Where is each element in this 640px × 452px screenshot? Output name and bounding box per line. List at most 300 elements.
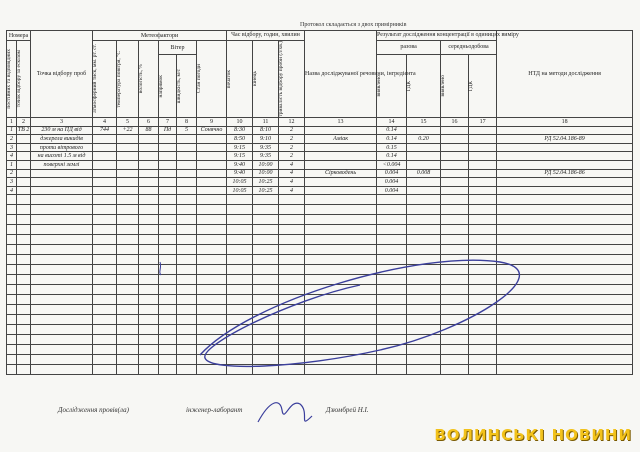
table-cell xyxy=(7,235,17,245)
blank-row xyxy=(7,275,633,285)
table-cell xyxy=(93,325,117,335)
table-cell xyxy=(253,225,279,235)
table-cell xyxy=(253,295,279,305)
table-cell xyxy=(177,295,197,305)
table-cell: Пд xyxy=(159,126,177,135)
header-tochka: Точка відбору проб xyxy=(31,31,93,118)
table-cell xyxy=(441,152,469,161)
table-cell xyxy=(377,245,407,255)
table-cell xyxy=(377,235,407,245)
table-cell xyxy=(7,195,17,205)
table-cell xyxy=(17,245,31,255)
table-cell xyxy=(469,255,497,265)
table-cell: 9:15 xyxy=(227,143,253,152)
table-cell xyxy=(305,225,377,235)
table-cell xyxy=(253,365,279,375)
table-cell xyxy=(139,335,159,345)
table-cell xyxy=(469,225,497,235)
table-cell xyxy=(253,215,279,225)
table-cell xyxy=(17,305,31,315)
table-cell: РД 52.04.186-89 xyxy=(497,135,633,144)
table-cell xyxy=(31,365,93,375)
table-cell xyxy=(279,315,305,325)
table-cell xyxy=(93,178,117,187)
table-cell xyxy=(139,275,159,285)
table-cell: джерела викидів xyxy=(31,135,93,144)
table-cell xyxy=(31,195,93,205)
table-cell xyxy=(305,195,377,205)
table-cell xyxy=(305,152,377,161)
table-cell xyxy=(177,178,197,187)
column-number: 14 xyxy=(377,117,407,126)
header-volohist: вологість, % xyxy=(138,64,144,94)
table-cell xyxy=(227,345,253,355)
table-cell xyxy=(279,245,305,255)
table-cell xyxy=(441,255,469,265)
table-cell xyxy=(497,355,633,365)
table-cell xyxy=(139,225,159,235)
table-cell xyxy=(177,255,197,265)
table-cell xyxy=(93,255,117,265)
table-cell xyxy=(469,345,497,355)
column-number: 4 xyxy=(93,117,117,126)
table-cell: 10:00 xyxy=(253,161,279,170)
table-cell xyxy=(117,285,139,295)
table-cell xyxy=(469,152,497,161)
table-cell: 10:05 xyxy=(227,186,253,195)
table-cell xyxy=(7,345,17,355)
table-cell: 0.14 xyxy=(377,135,407,144)
table-cell: 2 xyxy=(279,135,305,144)
table-cell xyxy=(117,143,139,152)
table-cell xyxy=(497,325,633,335)
table-cell xyxy=(93,225,117,235)
table-cell: 4 xyxy=(279,178,305,187)
table-cell xyxy=(93,275,117,285)
table-cell xyxy=(497,215,633,225)
table-cell xyxy=(469,365,497,375)
table-cell xyxy=(305,255,377,265)
table-cell xyxy=(17,265,31,275)
table-cell xyxy=(93,285,117,295)
table-cell xyxy=(441,235,469,245)
table-cell: 0.004 xyxy=(377,169,407,178)
table-cell xyxy=(159,275,177,285)
table-cell xyxy=(279,205,305,215)
table-cell xyxy=(279,235,305,245)
table-cell xyxy=(407,161,441,170)
table-cell xyxy=(197,345,227,355)
table-cell xyxy=(17,275,31,285)
table-cell xyxy=(17,178,31,187)
table-cell xyxy=(253,355,279,365)
table-cell xyxy=(377,325,407,335)
table-cell xyxy=(407,245,441,255)
table-cell xyxy=(177,335,197,345)
table-cell xyxy=(159,225,177,235)
column-number: 3 xyxy=(31,117,93,126)
table-cell xyxy=(117,205,139,215)
table-cell xyxy=(407,325,441,335)
table-cell xyxy=(177,275,197,285)
table-cell xyxy=(305,215,377,225)
table-cell xyxy=(253,265,279,275)
table-cell xyxy=(31,315,93,325)
table-cell xyxy=(441,245,469,255)
table-cell xyxy=(441,143,469,152)
table-cell xyxy=(407,195,441,205)
table-cell xyxy=(93,315,117,325)
table-cell xyxy=(227,295,253,305)
table-cell xyxy=(117,195,139,205)
table-cell xyxy=(117,169,139,178)
table-cell xyxy=(159,255,177,265)
table-cell xyxy=(253,325,279,335)
table-cell xyxy=(159,355,177,365)
table-cell xyxy=(279,305,305,315)
table-cell xyxy=(469,355,497,365)
column-number: 7 xyxy=(159,117,177,126)
table-cell xyxy=(139,365,159,375)
table-cell xyxy=(305,285,377,295)
table-cell xyxy=(177,152,197,161)
table-cell xyxy=(93,365,117,375)
table-cell xyxy=(469,245,497,255)
table-cell xyxy=(377,345,407,355)
table-row xyxy=(7,161,633,170)
table-cell xyxy=(17,335,31,345)
table-cell xyxy=(253,245,279,255)
table-cell xyxy=(197,335,227,345)
table-cell xyxy=(407,345,441,355)
table-cell xyxy=(177,345,197,355)
table-cell: 9:10 xyxy=(253,135,279,144)
table-cell xyxy=(253,205,279,215)
table-cell xyxy=(197,325,227,335)
table-cell xyxy=(227,335,253,345)
table-cell xyxy=(305,315,377,325)
table-cell xyxy=(7,315,17,325)
table-cell xyxy=(93,135,117,144)
table-cell xyxy=(31,295,93,305)
table-cell: 5 xyxy=(177,126,197,135)
table-cell: 3 xyxy=(7,143,17,152)
table-cell xyxy=(159,195,177,205)
table-cell xyxy=(197,135,227,144)
table-cell xyxy=(227,325,253,335)
table-cell xyxy=(93,161,117,170)
header-napryamok: напрямок xyxy=(158,74,164,98)
table-cell xyxy=(469,195,497,205)
table-cell xyxy=(407,235,441,245)
header-ntd: НТД на методи дослідження xyxy=(497,31,633,118)
table-cell: 9:35 xyxy=(253,152,279,161)
table-cell xyxy=(197,315,227,325)
table-cell xyxy=(497,245,633,255)
table-cell: 0.14 xyxy=(377,152,407,161)
signature-name: Дзюмбрей Н.І. xyxy=(326,406,369,414)
blank-row xyxy=(7,245,633,255)
table-cell xyxy=(227,265,253,275)
table-cell xyxy=(139,169,159,178)
table-cell xyxy=(17,195,31,205)
header-atm-tysk: атмосферний тиск, мм. рт. ст. xyxy=(92,44,98,114)
table-cell xyxy=(497,186,633,195)
table-cell xyxy=(377,265,407,275)
table-cell xyxy=(305,143,377,152)
table-cell xyxy=(139,152,159,161)
table-cell xyxy=(279,265,305,275)
table-cell: 3 xyxy=(7,178,17,187)
table-cell xyxy=(497,152,633,161)
table-cell xyxy=(377,275,407,285)
table-cell xyxy=(159,345,177,355)
table-cell xyxy=(177,143,197,152)
table-cell xyxy=(227,355,253,365)
table-cell xyxy=(177,235,197,245)
table-cell xyxy=(117,315,139,325)
table-cell xyxy=(441,161,469,170)
table-cell xyxy=(31,285,93,295)
table-cell xyxy=(469,205,497,215)
table-cell xyxy=(17,285,31,295)
table-cell xyxy=(7,335,17,345)
table-cell xyxy=(441,315,469,325)
table-row xyxy=(7,143,633,152)
table-cell xyxy=(31,205,93,215)
table-cell xyxy=(469,126,497,135)
table-cell xyxy=(279,295,305,305)
table-cell xyxy=(17,169,31,178)
table-cell: поверхні землі xyxy=(31,161,93,170)
table-cell xyxy=(441,275,469,285)
signature-position: інженер-лаборант xyxy=(186,406,243,414)
table-cell xyxy=(305,355,377,365)
table-cell xyxy=(497,305,633,315)
table-cell xyxy=(305,335,377,345)
table-cell xyxy=(497,143,633,152)
table-cell xyxy=(407,215,441,225)
table-cell: 9:35 xyxy=(253,143,279,152)
table-cell xyxy=(7,225,17,235)
table-cell xyxy=(159,285,177,295)
table-cell xyxy=(197,355,227,365)
table-cell xyxy=(197,255,227,265)
table-cell xyxy=(139,305,159,315)
table-cell xyxy=(117,275,139,285)
table-cell xyxy=(377,195,407,205)
table-cell xyxy=(441,345,469,355)
column-number: 18 xyxy=(497,117,633,126)
table-cell xyxy=(139,205,159,215)
table-cell xyxy=(227,225,253,235)
table-cell xyxy=(159,235,177,245)
table-cell xyxy=(159,205,177,215)
table-cell: 0.004 xyxy=(377,186,407,195)
table-cell xyxy=(139,186,159,195)
table-cell xyxy=(197,205,227,215)
header-kinets: кінець xyxy=(252,71,259,87)
table-cell xyxy=(93,205,117,215)
blank-row xyxy=(7,335,633,345)
table-cell xyxy=(177,186,197,195)
table-cell xyxy=(441,305,469,315)
table-cell xyxy=(441,325,469,335)
header-nazva: Назва досліджуваної речовини, інгредієнта xyxy=(305,31,377,118)
table-cell xyxy=(117,345,139,355)
table-cell xyxy=(159,161,177,170)
table-cell xyxy=(139,355,159,365)
table-cell xyxy=(159,245,177,255)
table-cell: Сонячно xyxy=(197,126,227,135)
table-cell xyxy=(197,195,227,205)
table-cell xyxy=(441,285,469,295)
table-cell xyxy=(305,325,377,335)
blank-row xyxy=(7,255,633,265)
header-postiynykh: постійних та відповідних xyxy=(6,49,12,109)
header-razova: разова xyxy=(377,41,441,55)
table-cell xyxy=(305,265,377,275)
table-cell xyxy=(497,255,633,265)
table-cell xyxy=(441,215,469,225)
table-cell: 9:15 xyxy=(227,152,253,161)
table-cell xyxy=(407,186,441,195)
table-cell xyxy=(177,215,197,225)
table-cell xyxy=(139,325,159,335)
blank-row xyxy=(7,265,633,275)
table-cell xyxy=(139,178,159,187)
table-cell xyxy=(7,365,17,375)
table-cell xyxy=(159,365,177,375)
header-pochatok: початок xyxy=(226,69,233,89)
header-nomera: Номера xyxy=(7,31,31,41)
table-cell xyxy=(279,285,305,295)
header-temperatura: температура повітря, °С xyxy=(116,50,122,108)
table-cell: 88 xyxy=(139,126,159,135)
blank-row xyxy=(7,235,633,245)
table-cell xyxy=(377,305,407,315)
table-cell xyxy=(31,186,93,195)
table-cell xyxy=(93,355,117,365)
table-cell xyxy=(377,255,407,265)
table-cell xyxy=(407,255,441,265)
table-cell xyxy=(197,235,227,245)
table-cell xyxy=(31,275,93,285)
table-cell xyxy=(17,143,31,152)
blank-row xyxy=(7,285,633,295)
table-cell xyxy=(17,186,31,195)
table-cell xyxy=(177,161,197,170)
table-cell xyxy=(159,143,177,152)
header-tryvalist: тривалість відбору проби (л/хв.) xyxy=(278,41,285,117)
table-cell xyxy=(117,135,139,144)
table-cell xyxy=(407,225,441,235)
column-number: 9 xyxy=(197,117,227,126)
table-cell xyxy=(469,235,497,245)
table-cell: 2 xyxy=(279,152,305,161)
column-number: 10 xyxy=(227,117,253,126)
table-row xyxy=(7,186,633,195)
table-cell xyxy=(93,169,117,178)
table-cell xyxy=(17,235,31,245)
table-cell xyxy=(93,345,117,355)
table-cell xyxy=(17,161,31,170)
table-cell xyxy=(93,186,117,195)
table-row xyxy=(7,169,633,178)
table-cell xyxy=(377,355,407,365)
table-cell xyxy=(377,335,407,345)
table-cell xyxy=(17,135,31,144)
table-cell xyxy=(469,178,497,187)
table-cell xyxy=(469,135,497,144)
table-cell xyxy=(117,355,139,365)
table-cell xyxy=(227,235,253,245)
table-cell xyxy=(469,215,497,225)
table-cell xyxy=(177,285,197,295)
table-cell xyxy=(407,275,441,285)
table-cell: на висоті 1.5 м від xyxy=(31,152,93,161)
table-cell xyxy=(139,215,159,225)
table-cell xyxy=(407,295,441,305)
table-cell: проти вітрового xyxy=(31,143,93,152)
table-cell xyxy=(117,245,139,255)
table-cell xyxy=(227,195,253,205)
table-cell xyxy=(469,265,497,275)
table-cell: 0.008 xyxy=(407,169,441,178)
table-cell xyxy=(117,365,139,375)
table-cell xyxy=(159,315,177,325)
table-cell xyxy=(407,205,441,215)
table-cell xyxy=(159,169,177,178)
table-cell xyxy=(197,169,227,178)
table-cell xyxy=(139,295,159,305)
header-vyyavleno-razova: виявлено xyxy=(376,75,383,97)
table-cell xyxy=(469,285,497,295)
table-cell xyxy=(17,215,31,225)
table-cell xyxy=(197,265,227,275)
table-cell: 10:05 xyxy=(227,178,253,187)
table-cell xyxy=(441,335,469,345)
table-cell xyxy=(279,275,305,285)
table-cell xyxy=(7,215,17,225)
table-cell xyxy=(469,169,497,178)
table-cell xyxy=(279,335,305,345)
table-cell xyxy=(7,265,17,275)
table-cell xyxy=(407,335,441,345)
table-cell xyxy=(31,255,93,265)
table-cell xyxy=(305,345,377,355)
table-cell xyxy=(177,355,197,365)
table-cell xyxy=(93,152,117,161)
table-cell xyxy=(177,135,197,144)
column-number: 1 xyxy=(7,117,17,126)
table-cell xyxy=(117,325,139,335)
table-cell xyxy=(197,143,227,152)
table-cell xyxy=(117,152,139,161)
table-cell: 4 xyxy=(279,186,305,195)
table-cell: 1 xyxy=(7,161,17,170)
table-cell xyxy=(377,215,407,225)
table-cell xyxy=(117,235,139,245)
table-cell xyxy=(31,305,93,315)
table-cell xyxy=(407,265,441,275)
table-cell xyxy=(441,295,469,305)
table-cell xyxy=(497,178,633,187)
table-row xyxy=(7,126,633,135)
table-row xyxy=(7,178,633,187)
table-cell xyxy=(31,169,93,178)
table-cell xyxy=(497,205,633,215)
